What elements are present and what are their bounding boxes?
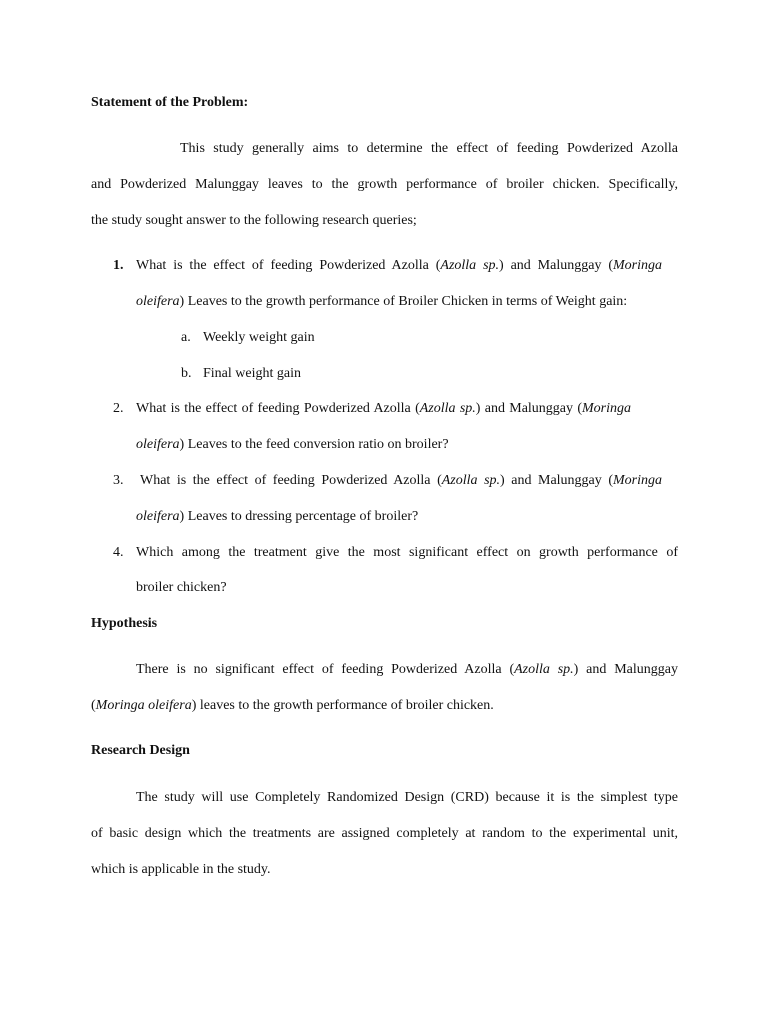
intro-line-3: the study sought answer to the following research queries; [91, 213, 417, 228]
question-4-line-1: Which among the treatment give the most significant effect on growth performance of [136, 545, 678, 560]
subitem-a-letter: a. [181, 330, 191, 345]
question-1-species-azolla: Azolla sp. [440, 258, 500, 273]
subitem-b-letter: b. [181, 366, 192, 381]
hypothesis-line-2: (Moringa oleifera) leaves to the growth performance of broiler chicken. [91, 698, 494, 713]
question-2-line-1: What is the effect of feeding Powderized Azolla (Azolla sp.) and Malunggay (Moringa [136, 401, 631, 416]
design-line-1: The study will use Completely Randomized Design (CRD) because it is the simplest type [136, 790, 678, 805]
question-1-species-moringa: Moringa [613, 258, 662, 273]
intro-line-2: and Powderized Malunggay leaves to the growth performance of broiler chicken. Specifically, [91, 177, 678, 192]
question-1-number: 1. [113, 258, 124, 273]
question-4-line-2: broiler chicken? [136, 580, 227, 595]
heading-statement-of-problem: Statement of the Problem: [91, 95, 249, 110]
question-3-line-2: oleifera) Leaves to dressing percentage of broiler? [136, 509, 419, 524]
question-3-line-1: What is the effect of feeding Powderized Azolla (Azolla sp.) and Malunggay (Moringa [140, 473, 662, 488]
intro-line-1: This study generally aims to determine the effect of feeding Powderized Azolla [180, 141, 678, 156]
question-1-line-1: What is the effect of feeding Powderized Azolla (Azolla sp.) and Malunggay (Moringa [136, 258, 662, 273]
hypothesis-line-1: There is no significant effect of feeding Powderized Azolla (Azolla sp.) and Malunggay [136, 662, 678, 677]
heading-hypothesis: Hypothesis [91, 616, 158, 631]
design-line-2: of basic design which the treatments are assigned completely at random to the experimental unit, [91, 826, 678, 841]
subitem-b-text: Final weight gain [203, 366, 301, 381]
subitem-a-text: Weekly weight gain [203, 330, 315, 345]
question-1-line-2: oleifera) Leaves to the growth performance of Broiler Chicken in terms of Weight gain: [136, 294, 628, 309]
question-2-line-2: oleifera) Leaves to the feed conversion ratio on broiler? [136, 437, 449, 452]
question-4-number: 4. [113, 545, 124, 560]
question-2-number: 2. [113, 401, 124, 416]
question-3-number: 3. [113, 473, 124, 488]
heading-research-design: Research Design [91, 743, 190, 758]
design-line-3: which is applicable in the study. [91, 862, 271, 877]
